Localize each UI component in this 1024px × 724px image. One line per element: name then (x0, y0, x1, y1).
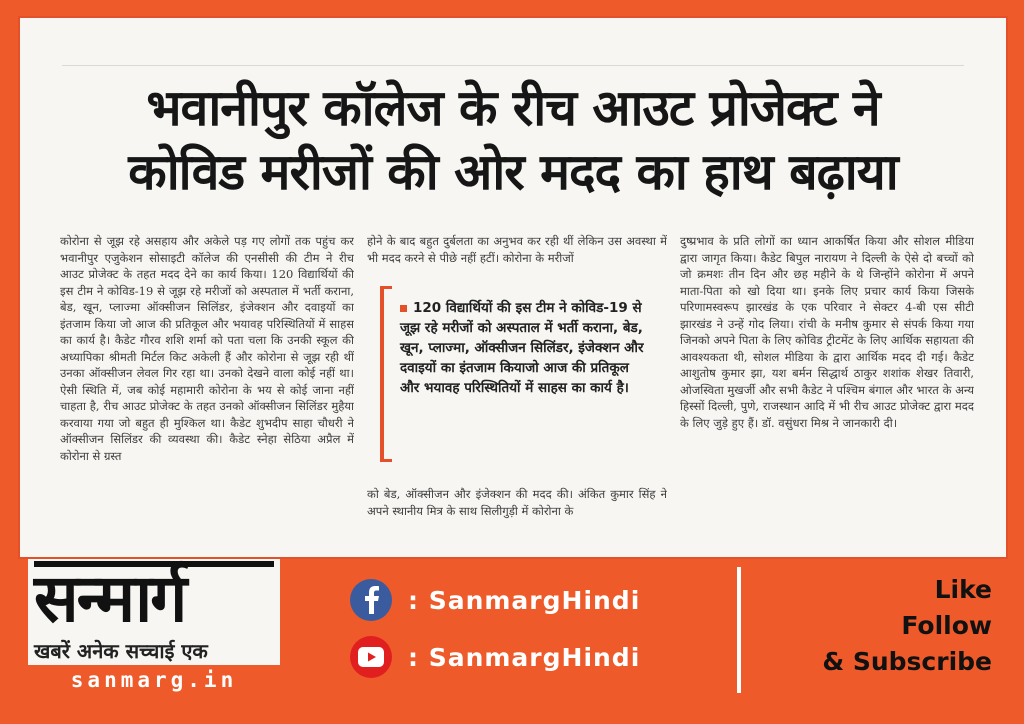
youtube-icon[interactable] (350, 636, 392, 678)
article-column-2-top: होने के बाद बहुत दुर्बलता का अनुभव कर रही थीं लेकिन उस अवस्था में भी मदद करने से पीछे नहीं हटीं। कोरोना के मरीजों (367, 234, 667, 265)
article-column-3: दुष्प्रभाव के प्रति लोगों का ध्यान आकर्षित किया और सोशल मीडिया द्वारा जागृत किया। कैडेट बिपुल नारायण ने दिल्ली के ऐसे दो बच्चों को जो क्रमशः तीन दिन और छह महीने के थे जिन्होंने कोरोना में अपने माता-पिता को खो दिया था। इनके लिए प्रचार कार्य किया जिसके परिणामस्वरूप झारखंड के एक परिवार ने सेक्टर 4-बी एस सीटी झारखंड ने उन्हें गोद लिया। रांची के मनीष कुमार से संपर्क किया गया जिनको अपने पिता के लिए कोविड ट्रीटमेंट के लिए आर्थिक सहायता की आवश्यकता थी, सोशल मीडिया के द्वारा आर्थिक मदद दी गई। कैडेट आशुतोष कुमार झा, यश बर्मन सिद्धार्थ ठाकुर शशांक शेखर तिवारी, ओजस्विता मुखर्जी और सभी कैडेट ने पश्चिम बंगाल और भारत के अन्य हिस्सों दिल्ली, पुणे, राजस्थान आदि में भी रीच आउट प्रोजेक्ट द्वारा मदद के लिए जुड़े हुए हैं। डॉ. वसुंधरा मिश्र ने जानकारी दी। (680, 234, 974, 430)
call-to-action (822, 572, 992, 680)
facebook-icon[interactable] (350, 579, 392, 621)
cta-follow: Follow (901, 611, 992, 640)
pull-quote-bracket (380, 286, 384, 462)
article-column-1: कोरोना से जूझ रहे असहाय और अकेले पड़ गए लोगों तक पहुंच कर भवानीपुर एजुकेशन सोसाइटी कॉलेज की एनसीसी की टीम ने रीच आउट प्रोजेक्ट के तहत मदद देने का कार्य किया। 120 विद्यार्थियों की इस टीम ने कोविड-19 से जूझ रहे मरीजों को अस्पताल में भर्ती कराना, बेड, खून, प्लाज्मा ऑक्सीजन सिलिंडर, इंजेक्शन और दवाइयों का इंतजाम किया जो आज की प्रतिकूल और भयावह परिस्थितियों में साहस का कार्य है। कैडेट गौरव शशि शर्मा को पता चला कि उनकी स्कूल की अध्यापिका श्रीमती मिर्टल किट अकेली हैं और कोरोना से जूझ रही थीं उनका ऑक्सीजन लेवल गिर रहा था। उनको देखने वाला कोई नहीं था। ऐसी स्थिति में, जब कोई महामारी कोरोना के भय से कोई जाना नहीं चाहता है, रीच आउट प्रोजेक्ट के तहत उनको ऑक्सीजन सिलिंडर मुहैया करवाया गया जो बहुत ही मुश्किल था। कैडेट शुभदीप साहा चौधरी ने ऑक्सीजन सिलिंडर की व्यवस्था की। कैडेट स्नेहा सेठिया अप्रैल में कोरोना से ग्रस्त (60, 234, 354, 463)
cta-like: Like (934, 575, 992, 604)
article-column-2-bottom: को बेड, ऑक्सीजन और इंजेक्शन की मदद की। अंकित कुमार सिंह ने अपने स्थानीय मित्र के साथ सिलीगुड़ी में कोरोना के (367, 487, 667, 518)
site-banner[interactable] (28, 665, 280, 699)
brand-tagline: खबरें अनेक सच्चाई एक (34, 639, 208, 663)
pull-quote-bracket-top (380, 286, 392, 289)
headline-line-2: कोविड मरीजों की ओर मदद का हाथ बढ़ाया (128, 143, 898, 201)
bullet-icon (400, 305, 407, 312)
cta-subscribe: & Subscribe (822, 647, 992, 676)
brand-block (28, 559, 280, 699)
facebook-handle[interactable]: : SanmargHindi (408, 585, 641, 615)
pull-quote-text: 120 विद्यार्थियों की इस टीम ने कोविड-19 से जूझ रहे मरीजों को अस्पताल में भर्ती कराना, बेड, खून, प्लाज्मा, ऑक्सीजन सिलिंडर, इंजेक्शन और दवाइयों का इंतजाम कियाजो आज की प्रतिकूल और भयावह परिस्थितियों में साहस का कार्य है। (400, 300, 644, 396)
headline-line-1: भवानीपुर कॉलेज के रीच आउट प्रोजेक्ट ने (146, 79, 880, 137)
footer-divider (737, 567, 741, 693)
youtube-handle[interactable]: : SanmargHindi (408, 642, 641, 672)
newspaper-clipping (18, 16, 1008, 559)
youtube-row[interactable] (350, 636, 640, 678)
brand-logo: सन्मार्ग (34, 560, 186, 637)
pull-quote-bracket-bottom (380, 459, 392, 462)
site-link[interactable]: sanmarg.in (70, 668, 238, 692)
facebook-row[interactable] (350, 579, 640, 621)
pull-quote (380, 286, 656, 462)
top-rule (62, 65, 964, 66)
article-headline (60, 76, 966, 204)
